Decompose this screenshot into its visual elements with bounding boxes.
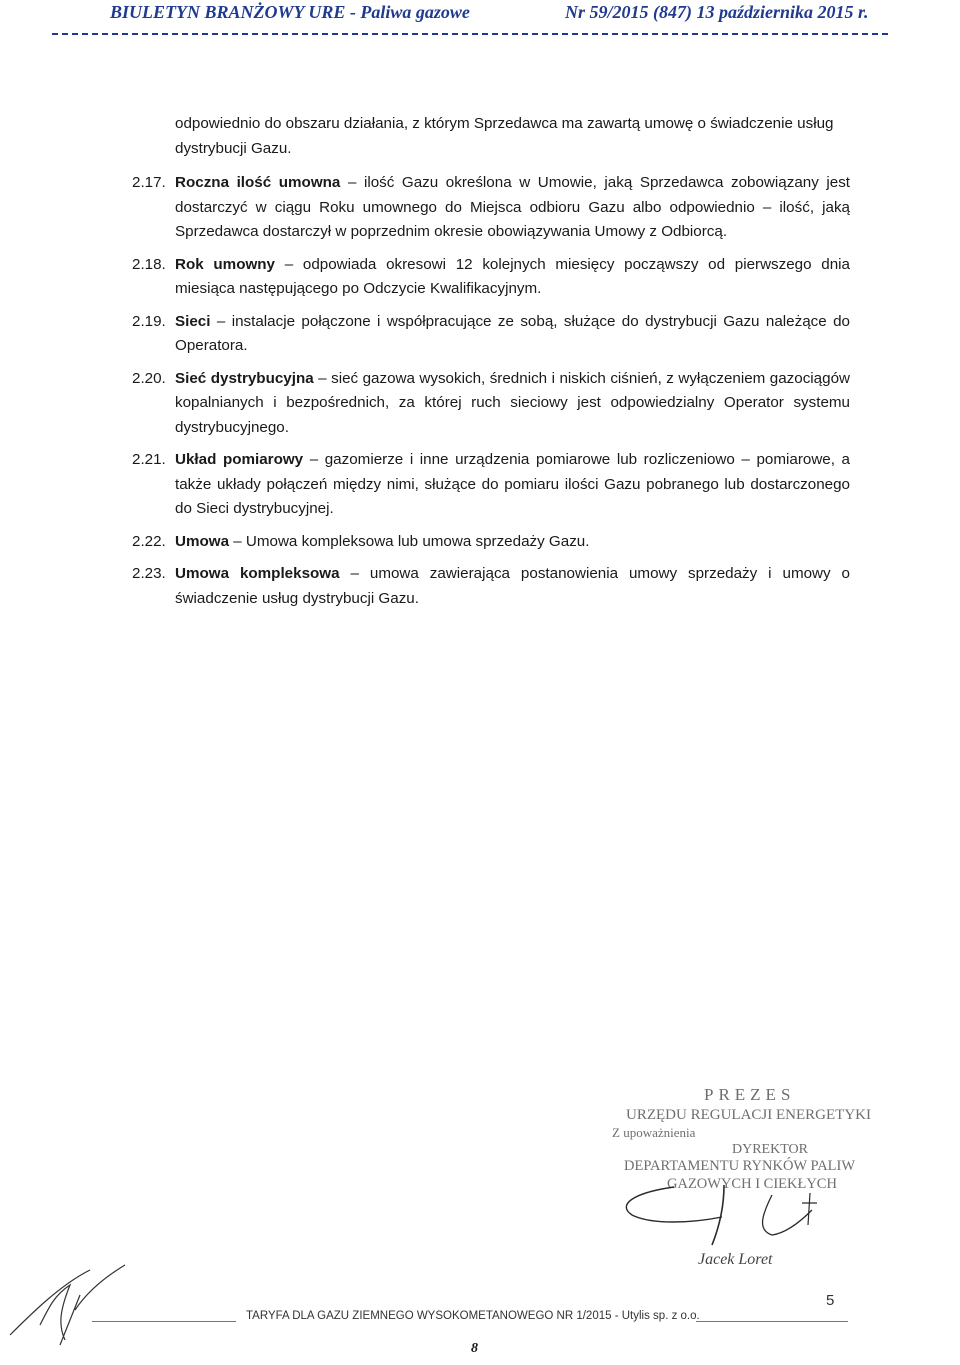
definition-text: – gazomierze i inne urządzenia pomiarowe lub rozliczeniowo – pomiarowe, a także układy połączeń między nimi, służące do pomiaru ilości Gazu pobranego lub dostarczonego do Sieci dystrybucyjnej. [175, 451, 850, 517]
definition-term: Umowa kompleksowa [175, 565, 340, 582]
definition-term: Umowa [175, 532, 230, 550]
header-title: BIULETYN BRANŻOWY URE - Paliwa gazowe [110, 2, 470, 22]
definition-number: 2.22. [132, 532, 166, 550]
definition-number: 2.18. [132, 255, 166, 273]
definition-item [120, 310, 850, 359]
definition-term: Sieć dystrybucyjna [175, 369, 314, 387]
definition-text: – odpowiada okresowi 12 kolejnych miesięcy począwszy od pierwszego dnia miesiąca następującego po Odczycie Kwalifikacyjnym. [175, 255, 850, 297]
director-signature [612, 1085, 882, 1285]
initials-signature [0, 1255, 140, 1355]
stamp-department-2: GAZOWYCH I CIEKŁYCH [667, 1176, 837, 1192]
intro-paragraph: odpowiednio do obszaru działania, z którym Sprzedawca ma zawartą umowę o świadczenie usług dystrybucji Gazu. [175, 115, 834, 157]
definition-number: 2.19. [132, 312, 166, 330]
definition-term: Rok umowny [175, 255, 276, 273]
definition-text: – sieć gazowa wysokich, średnich i niskich ciśnień, z wyłączeniem gazociągów kopalnianych i bezpośrednich, za której ruch sieciowy jest odpowiedzialny Operator systemu dystrybucyjnego. [175, 369, 850, 436]
definition-number: 2.20. [132, 369, 166, 387]
definition-item [120, 562, 850, 611]
header-divider [52, 33, 888, 35]
definition-item [120, 530, 850, 555]
stamp-title: PREZES [704, 1085, 796, 1104]
stamp-role: DYREKTOR [732, 1142, 808, 1157]
definition-number: 2.17. [132, 174, 166, 191]
definition-term: Roczna ilość umowna [175, 174, 341, 191]
bulletin-page-number: 8 [471, 1341, 478, 1356]
header-issue: Nr 59/2015 (847) 13 października 2015 r. [565, 2, 869, 22]
definition-text: – umowa zawierająca postanowienia umowy sprzedaży i umowy o świadczenie usług dystrybucji Gazu. [175, 565, 850, 607]
definition-item [120, 448, 850, 522]
definition-text: – instalacje połączone i współpracujące ze sobą, służące do dystrybucji Gazu należące do Operatora. [175, 312, 850, 354]
stamp-authorized: Z upoważnienia [612, 1125, 696, 1140]
definition-text: – Umowa kompleksowa lub umowa sprzedaży Gazu. [229, 532, 590, 550]
bulletin-header [0, 2, 960, 24]
definition-term: Układ pomiarowy [175, 451, 304, 468]
definition-item [120, 367, 850, 441]
footer-text: TARYFA DLA GAZU ZIEMNEGO WYSOKOMETANOWEGO NR 1/2015 - Utylis sp. z o.o. [246, 1310, 700, 1322]
stamp-department: DEPARTAMENTU RYNKÓW PALIW [624, 1158, 856, 1174]
definition-item [120, 171, 850, 245]
stamp-office: URZĘDU REGULACJI ENERGETYKI [626, 1107, 871, 1123]
tariff-definitions [120, 112, 850, 619]
definition-term: Sieci [175, 312, 211, 330]
document-page-number: 5 [826, 1292, 835, 1309]
stamp-name: Jacek Loret [698, 1251, 773, 1268]
definition-number: 2.23. [132, 565, 166, 582]
footer-divider-left [92, 1321, 236, 1322]
definition-item [120, 253, 850, 302]
footer-divider-right [696, 1321, 848, 1322]
definition-number: 2.21. [132, 451, 166, 468]
definition-text: – ilość Gazu określona w Umowie, jaką Sprzedawca zobowiązany jest dostarczyć w ciągu Roku umownego do Miejsca odbioru Gazu albo odpowiednio – ilość, jaką Sprzedawca dostarczył w poprzednim okresie obowiązywania Umowy z Odbiorcą. [175, 174, 851, 240]
